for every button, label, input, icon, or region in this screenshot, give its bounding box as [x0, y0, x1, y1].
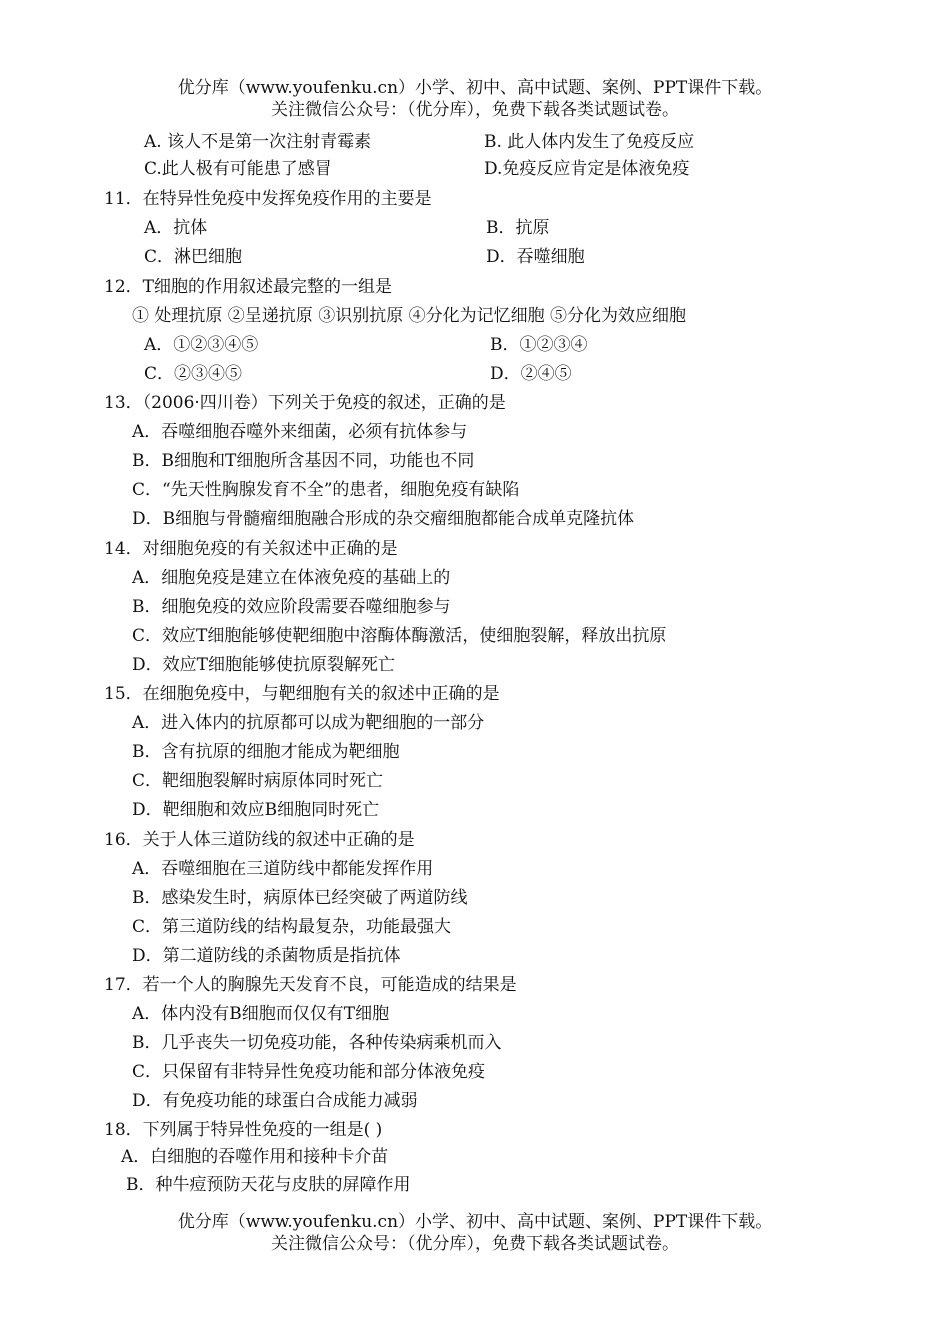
q14-stem: 14．对细胞免疫的有关叙述中正确的是	[104, 539, 398, 559]
q12-option-a: A．①②③④⑤	[144, 335, 259, 355]
q10-option-d: D.免疫反应肯定是体液免疫	[484, 159, 690, 179]
q11-option-b: B．抗原	[486, 218, 550, 238]
q17-stem: 17．若一个人的胸腺先天发育不良，可能造成的结果是	[104, 975, 517, 995]
q14-option-a: A．细胞免疫是建立在体液免疫的基础上的	[132, 568, 451, 588]
q16-option-d: D．第二道防线的杀菌物质是指抗体	[132, 946, 401, 966]
q12-option-b: B．①②③④	[490, 335, 588, 355]
q12-items: ① 处理抗原 ②呈递抗原 ③识别抗原 ④分化为记忆细胞 ⑤分化为效应细胞	[132, 306, 687, 326]
footer-line-2: 关注微信公众号：（优分库），免费下载各类试题试卷。	[271, 1234, 679, 1254]
q17-option-b: B．几乎丧失一切免疫功能，各种传染病乘机而入	[132, 1033, 502, 1053]
q11-option-d: D．吞噬细胞	[486, 247, 585, 267]
q13-option-b: B．B细胞和T细胞所含基因不同，功能也不同	[132, 451, 475, 471]
q17-option-a: A．体内没有B细胞而仅仅有T细胞	[132, 1004, 390, 1024]
q13-option-d: D．B细胞与骨髓瘤细胞融合形成的杂交瘤细胞都能合成单克隆抗体	[132, 509, 635, 529]
q12-option-d: D．②④⑤	[490, 364, 572, 384]
q11-option-a: A．抗体	[144, 218, 208, 238]
q12-option-c: C．②③④⑤	[144, 364, 243, 384]
q15-option-c: C．靶细胞裂解时病原体同时死亡	[132, 771, 384, 791]
q13-option-a: A．吞噬细胞吞噬外来细菌，必须有抗体参与	[132, 422, 468, 442]
q15-stem: 15．在细胞免疫中，与靶细胞有关的叙述中正确的是	[104, 684, 500, 704]
q13-option-c: C．“先天性胸腺发育不全”的患者，细胞免疫有缺陷	[132, 480, 520, 500]
header-line-1: 优分库（www.youfenku.cn）小学、初中、高中试题、案例、PPT课件下载。	[177, 78, 773, 98]
header-line-2: 关注微信公众号：（优分库），免费下载各类试题试卷。	[271, 100, 679, 120]
q11-option-c: C．淋巴细胞	[144, 247, 243, 267]
q15-option-d: D．靶细胞和效应B细胞同时死亡	[132, 800, 380, 820]
q16-stem: 16．关于人体三道防线的叙述中正确的是	[104, 830, 415, 850]
q17-option-d: D．有免疫功能的球蛋白合成能力减弱	[132, 1091, 418, 1111]
q11-stem: 11．在特异性免疫中发挥免疫作用的主要是	[104, 189, 432, 209]
q15-option-b: B．含有抗原的细胞才能成为靶细胞	[132, 742, 400, 762]
q16-option-b: B．感染发生时，病原体已经突破了两道防线	[132, 888, 468, 908]
q14-option-c: C．效应T细胞能够使靶细胞中溶酶体酶激活，使细胞裂解，释放出抗原	[132, 626, 667, 646]
q16-option-c: C．第三道防线的结构最复杂，功能最强大	[132, 917, 452, 937]
q13-stem: 13．（2006·四川卷）下列关于免疫的叙述，正确的是	[104, 393, 506, 413]
q10-option-a: A. 该人不是第一次注射青霉素	[144, 132, 372, 152]
q14-option-b: B．细胞免疫的效应阶段需要吞噬细胞参与	[132, 597, 451, 617]
q10-option-b: B. 此人体内发生了免疫反应	[484, 132, 695, 152]
footer-line-1: 优分库（www.youfenku.cn）小学、初中、高中试题、案例、PPT课件下载。	[177, 1212, 773, 1232]
q16-option-a: A．吞噬细胞在三道防线中都能发挥作用	[132, 859, 434, 879]
q10-option-c: C.此人极有可能患了感冒	[144, 159, 332, 179]
q18-option-a: A．白细胞的吞噬作用和接种卡介苗	[121, 1147, 389, 1167]
q18-stem: 18．下列属于特异性免疫的一组是( )	[104, 1120, 383, 1140]
q18-option-b: B．种牛痘预防天花与皮肤的屏障作用	[126, 1175, 411, 1195]
q12-stem: 12．T细胞的作用叙述最完整的一组是	[104, 277, 392, 297]
q17-option-c: C．只保留有非特异性免疫功能和部分体液免疫	[132, 1062, 486, 1082]
q15-option-a: A．进入体内的抗原都可以成为靶细胞的一部分	[132, 713, 485, 733]
q14-option-d: D．效应T细胞能够使抗原裂解死亡	[132, 655, 395, 675]
